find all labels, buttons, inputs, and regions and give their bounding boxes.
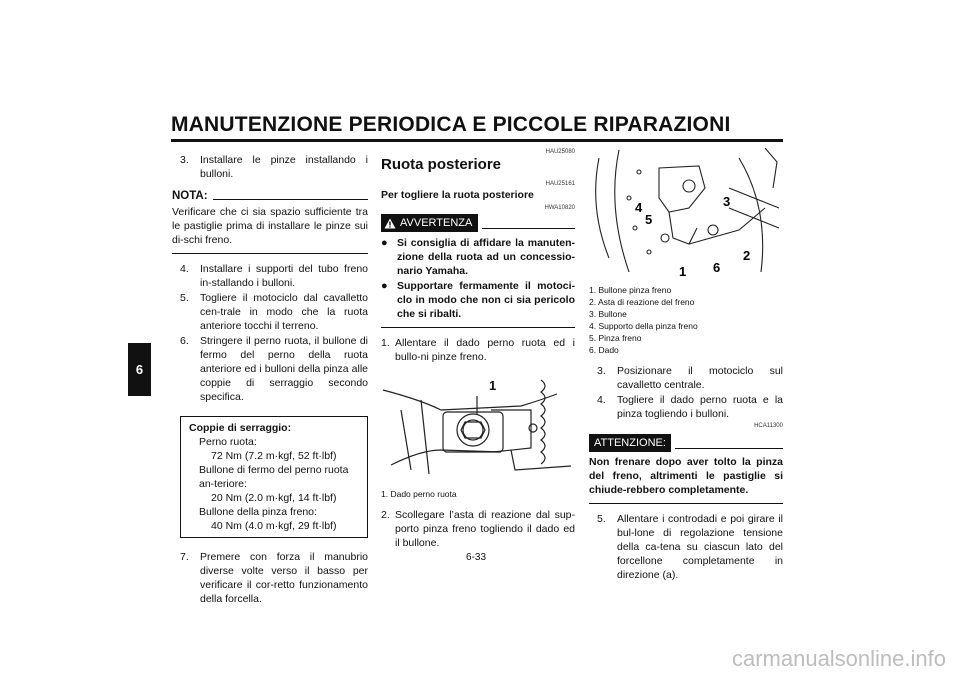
bullet-text: Supportare fermamente il motoci-clo in modo che non ci sia pericolo che si ribalti. [397, 280, 575, 320]
section-heading: Ruota posteriore [381, 156, 502, 173]
figure-caption: 1. Dado perno ruota [381, 489, 457, 499]
caption-item: 4. Supporto della pinza freno [589, 321, 698, 331]
column-left [172, 153, 368, 607]
step-number: 5. [180, 292, 189, 304]
torque-line: Bullone di fermo del perno ruota an-teriore: [199, 464, 349, 490]
step-7 [180, 550, 368, 606]
torque-line: Bullone della pinza freno: [199, 506, 317, 518]
torque-value: 72 Nm (7.2 m·kgf, 52 ft·lbf) [211, 450, 337, 462]
attention-label: ATTENZIONE: [589, 434, 671, 452]
warning-bullet [381, 279, 575, 321]
figure-callout: 1 [489, 378, 497, 393]
ref-code: HWA10820 [544, 205, 575, 211]
step-text: Installare i supporti del tubo freno in-stallando i bulloni. [200, 263, 368, 289]
torque-box [180, 416, 368, 538]
callout-4: 4 [635, 200, 643, 215]
step-number: 2. [381, 509, 390, 521]
ref-code: HAU25080 [545, 149, 575, 155]
rear-brake-figure [589, 148, 783, 280]
step-text: Allentare i controdadi e poi girare il bul-lone di regolazione tensione della ca-tena su ciascun lato del forcellone completamente in direzione (a). [617, 513, 783, 581]
attention-text: Non frenare dopo aver tolto la pinza del freno, altrimenti le pastiglie si chiude-rebbero completamente. [589, 456, 783, 496]
step-3 [180, 153, 368, 181]
step-number: 4. [597, 394, 606, 406]
callout-5: 5 [645, 212, 653, 227]
warning-rule [381, 327, 575, 328]
chapter-tab: 6 [128, 343, 151, 396]
step-number: 7. [180, 551, 189, 563]
attention-rule [589, 503, 783, 504]
ref-code: HAU25161 [545, 181, 575, 187]
step-text: Posizionare il motociclo sul cavalletto centrale. [617, 365, 783, 391]
note-rule [172, 253, 368, 254]
column-middle [381, 148, 575, 551]
bullet-text: Si consiglia di affidare la manuten-zione della ruota ad un concessio-nario Yamaha. [397, 237, 575, 277]
step-2 [381, 508, 575, 550]
step-6 [180, 334, 368, 404]
caption-item: 5. Pinza freno [589, 333, 642, 343]
step-5 [597, 512, 783, 582]
note-label: NOTA: [172, 190, 208, 202]
torque-value: 20 Nm (2.0 m·kgf, 14 ft·lbf) [211, 492, 337, 504]
ref-code: HCA11300 [754, 423, 783, 429]
step-number: 3. [597, 365, 606, 377]
step-3 [597, 364, 783, 392]
step-text: Premere con forza il manubrio diverse volte verso il basso per verificare il cor-retto funzionamento della forcella. [200, 551, 368, 605]
page-title: MANUTENZIONE PERIODICA E PICCOLE RIPARAZIONI [171, 113, 731, 136]
rear-brake-caliper-illustration [589, 148, 783, 276]
step-5-item [597, 512, 783, 582]
step-text: Installare le pinze installando i bulloni. [200, 154, 368, 180]
attention-heading [589, 434, 783, 452]
step-text: Togliere il motociclo dal cavalletto cen-trale in modo che la ruota anteriore tocchi il terreno. [200, 292, 368, 332]
torque-title: Coppie di serraggio: [189, 422, 292, 434]
callout-3: 3 [723, 194, 731, 209]
steps-3-4 [597, 364, 783, 421]
callout-6: 6 [713, 260, 721, 275]
step-text: Allentare il dado perno ruota ed i bullo-ni pinze freno. [395, 337, 575, 363]
caption-item: 3. Bullone [589, 309, 627, 319]
callout-1: 1 [679, 264, 687, 276]
torque-line: Perno ruota: [199, 436, 257, 448]
step-number: 4. [180, 263, 189, 275]
step-number: 5. [597, 513, 606, 525]
subsection-heading: Per togliere la ruota posteriore [381, 189, 534, 201]
step-number: 6. [180, 335, 189, 347]
step-5 [180, 291, 368, 333]
step-1 [381, 336, 575, 364]
page-number: 6-33 [466, 552, 487, 563]
warning-badge [381, 214, 478, 232]
step-text: Stringere il perno ruota, il bullone di fermo del perno della ruota anteriore ed i bulloni della pinza alle coppie di serraggio secondo specifica. [200, 335, 368, 403]
bullet-icon: ● [381, 280, 388, 292]
callout-2: 2 [743, 248, 751, 263]
bullet-icon: ● [381, 237, 388, 249]
note-text: Verificare che ci sia spazio sufficiente tra le pastiglie prima di installare le pinze sui di-schi freno. [172, 206, 368, 246]
axle-nut-figure [381, 370, 575, 484]
watermark: carmanualsonline.info [731, 646, 946, 671]
column-right [589, 148, 783, 583]
torque-value: 40 Nm (4.0 m·kgf, 29 ft·lbf) [211, 520, 337, 532]
rear-wheel-axle-illustration [381, 370, 575, 480]
caption-list [589, 284, 783, 356]
step-4 [180, 262, 368, 290]
caption-item: 6. Dado [589, 345, 619, 355]
step-text: Scollegare l’asta di reazione dal sup-porto pinza freno togliendo il dado ed il bullone. [395, 509, 575, 549]
title-rule [171, 139, 783, 142]
step-number: 1. [381, 337, 390, 349]
warning-triangle-icon [384, 218, 396, 229]
warning-heading [381, 214, 575, 232]
caption-item: 1. Bullone pinza freno [589, 285, 672, 295]
step-4 [597, 393, 783, 421]
step-number: 3. [180, 154, 189, 166]
note-heading [172, 189, 368, 203]
step-text: Togliere il dado perno ruota e la pinza togliendo i bulloni. [617, 394, 783, 420]
warning-label: AVVERTENZA [400, 217, 473, 229]
warning-bullet [381, 236, 575, 278]
caption-item: 2. Asta di reazione del freno [589, 297, 695, 307]
